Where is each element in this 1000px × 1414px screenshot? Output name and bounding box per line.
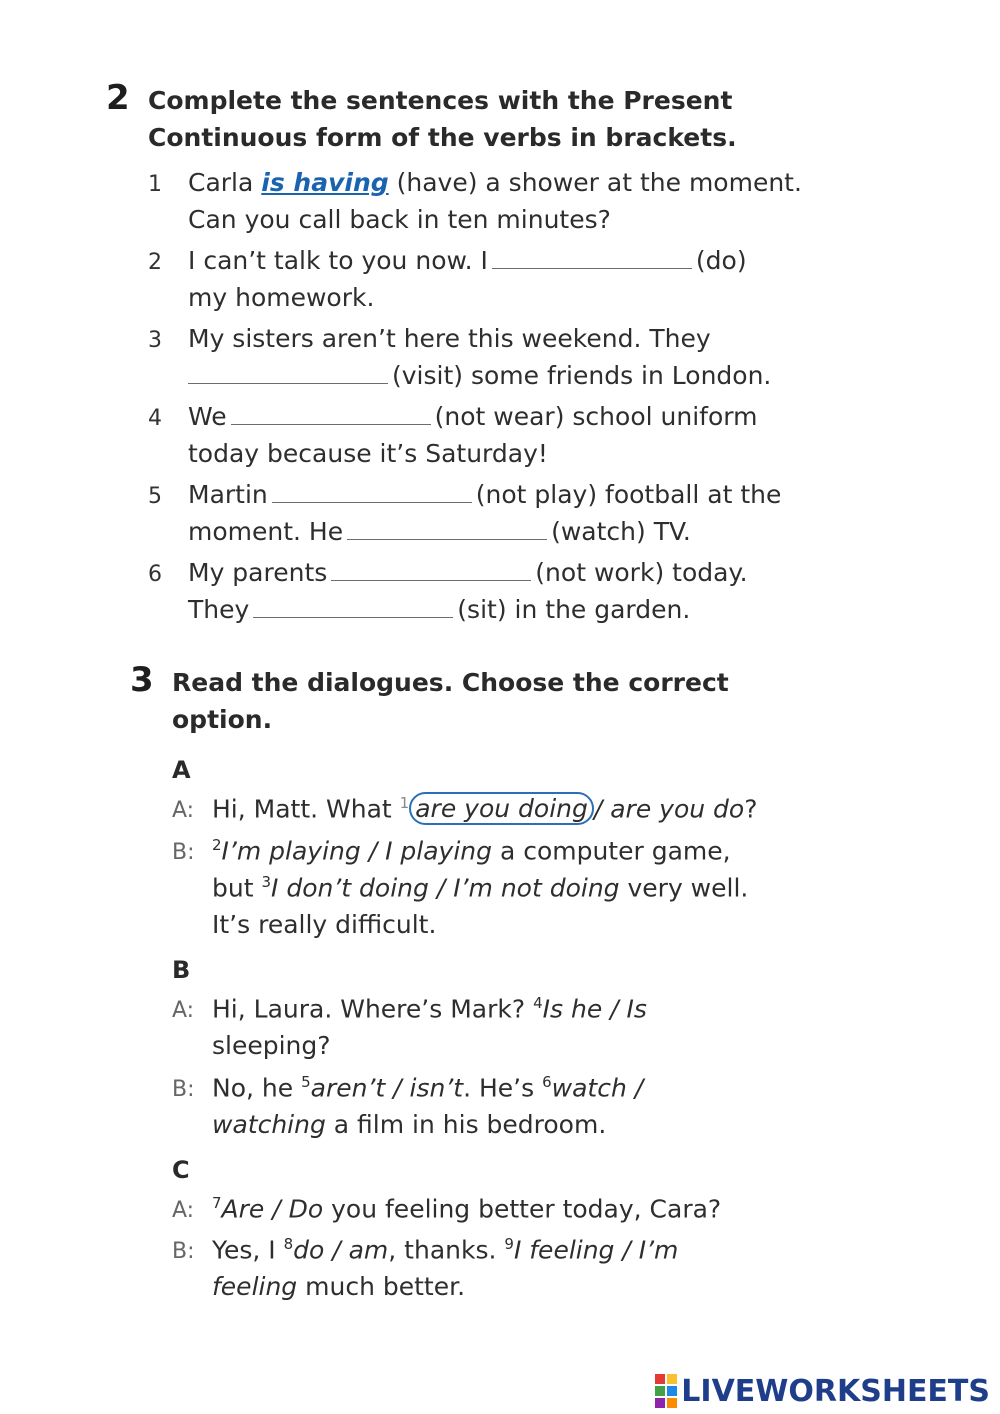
answer-blank[interactable] — [492, 250, 692, 269]
speaker-label: B: — [172, 1239, 195, 1264]
exercise-2-title-line2: Continuous form of the verbs in brackets. — [148, 123, 737, 152]
dialogue-text: much better. — [305, 1272, 466, 1301]
dialogue-text: but — [212, 873, 254, 903]
dialogue-a-line-1 — [212, 794, 757, 823]
item-3-line-1: My sisters aren’t here this weekend. They — [188, 324, 711, 353]
exercise-3-number: 3 — [130, 660, 154, 700]
section-letter-b: B — [172, 956, 191, 984]
gap-number: 8 — [283, 1235, 294, 1253]
option[interactable]: I’m playing / I playing — [221, 836, 492, 866]
section-letter-a: A — [172, 756, 191, 784]
dialogue-c-line-2 — [212, 1235, 678, 1264]
gap-number: 2 — [212, 836, 222, 854]
item-1-line-1 — [188, 168, 802, 197]
item-4-line-1 — [188, 402, 757, 431]
exercise-2-title-line1: Complete the sentences with the Present — [148, 86, 733, 115]
dialogue-c-line-3 — [212, 1272, 465, 1301]
logo-mark-icon — [655, 1374, 677, 1408]
item-2-line-1 — [188, 246, 747, 275]
option[interactable]: feeling — [212, 1272, 298, 1301]
item-text: (watch) TV. — [551, 517, 691, 546]
dialogue-text: , thanks. — [388, 1235, 497, 1265]
item-text: I can’t talk to you now. I — [188, 246, 488, 275]
item-text: We — [188, 402, 227, 431]
item-2-line-2: my homework. — [188, 283, 375, 312]
item-3-line-2 — [188, 361, 771, 390]
item-text: (sit) in the garden. — [457, 595, 691, 624]
answer-blank[interactable] — [331, 562, 531, 581]
dialogue-text: you feeling better today, Cara? — [331, 1194, 722, 1224]
dialogue-b-line-4 — [212, 1110, 606, 1139]
dialogue-text: . He’s — [463, 1073, 535, 1103]
item-number: 1 — [148, 172, 162, 197]
section-letter-c: C — [172, 1156, 190, 1184]
dialogue-b-line-3 — [212, 1073, 643, 1102]
item-number: 4 — [148, 406, 162, 431]
dialogue-text: Hi, Matt. What — [212, 794, 392, 824]
item-text: (not work) today. — [535, 558, 748, 587]
item-number: 2 — [148, 250, 162, 275]
item-number: 5 — [148, 484, 162, 509]
item-4-line-2: today because it’s Saturday! — [188, 439, 548, 468]
speaker-label: A: — [172, 998, 195, 1023]
item-number: 3 — [148, 328, 162, 353]
dialogue-text: Yes, I — [212, 1235, 276, 1265]
gap-number: 1 — [399, 794, 410, 812]
item-text: Martin — [188, 480, 268, 509]
dialogue-text: a computer game, — [499, 836, 731, 866]
dialogue-a-line-3 — [212, 873, 748, 902]
speaker-label: B: — [172, 1077, 195, 1102]
item-text: (not wear) school uniform — [434, 402, 758, 431]
item-number: 6 — [148, 562, 162, 587]
item-text: (have) a shower at the moment. — [396, 168, 802, 197]
option[interactable]: watch / — [551, 1073, 644, 1103]
item-6-line-2 — [188, 595, 690, 624]
item-text: moment. He — [188, 517, 344, 546]
item-text: (do) — [695, 246, 747, 275]
item-5-line-2 — [188, 517, 691, 546]
gap-number: 6 — [542, 1073, 552, 1091]
dialogue-c-line-1 — [212, 1194, 721, 1223]
answer-blank[interactable] — [347, 521, 547, 540]
item-6-line-1 — [188, 558, 748, 587]
circled-option[interactable]: are you doing — [409, 792, 594, 825]
example-answer: is having — [261, 168, 389, 197]
dialogue-b-line-2: sleeping? — [212, 1031, 331, 1060]
option[interactable]: / are you do — [593, 794, 745, 824]
gap-number: 9 — [504, 1235, 514, 1253]
item-5-line-1 — [188, 480, 781, 509]
option[interactable]: I feeling / I’m — [513, 1235, 679, 1265]
dialogue-text: ? — [744, 794, 758, 824]
item-text: Carla — [188, 168, 254, 197]
item-text: My parents — [188, 558, 328, 587]
logo-text: LIVEWORKSHEETS — [681, 1373, 990, 1409]
exercise-2-number: 2 — [106, 78, 130, 118]
speaker-label: B: — [172, 840, 195, 865]
dialogue-b-line-1 — [212, 994, 647, 1023]
item-text: (visit) some friends in London. — [392, 361, 772, 390]
option[interactable]: aren’t / isn’t — [310, 1073, 464, 1103]
item-text: They — [188, 595, 250, 624]
answer-blank[interactable] — [188, 365, 388, 384]
option[interactable]: do / am — [293, 1235, 389, 1265]
option[interactable]: Is he / Is — [542, 994, 647, 1024]
dialogue-text: very well. — [627, 873, 749, 903]
speaker-label: A: — [172, 1198, 195, 1223]
answer-blank[interactable] — [253, 599, 453, 618]
gap-number: 4 — [533, 994, 543, 1012]
item-1-line-2: Can you call back in ten minutes? — [188, 205, 611, 234]
dialogue-a-line-4: It’s really difficult. — [212, 910, 437, 939]
speaker-label: A: — [172, 798, 195, 823]
exercise-3-title-line2: option. — [172, 705, 273, 734]
exercise-3-title — [172, 664, 729, 738]
gap-number: 3 — [261, 873, 272, 891]
option[interactable]: I don’t doing / I’m not doing — [271, 873, 620, 903]
dialogue-a-line-2 — [212, 836, 731, 865]
exercise-2-title — [148, 82, 737, 156]
answer-blank[interactable] — [231, 406, 431, 425]
liveworksheets-logo[interactable] — [655, 1374, 990, 1408]
item-text: (not play) football at the — [475, 480, 782, 509]
dialogue-text: Hi, Laura. Where’s Mark? — [212, 994, 526, 1024]
dialogue-text: No, he — [212, 1073, 294, 1103]
gap-number: 7 — [212, 1194, 222, 1212]
dialogue-text: a film in his bedroom. — [333, 1110, 607, 1139]
answer-blank[interactable] — [272, 484, 472, 503]
exercise-3-title-line1: Read the dialogues. Choose the correct — [172, 668, 729, 697]
option[interactable]: watching — [212, 1110, 326, 1139]
option[interactable]: Are / Do — [221, 1194, 324, 1224]
gap-number: 5 — [301, 1073, 311, 1091]
